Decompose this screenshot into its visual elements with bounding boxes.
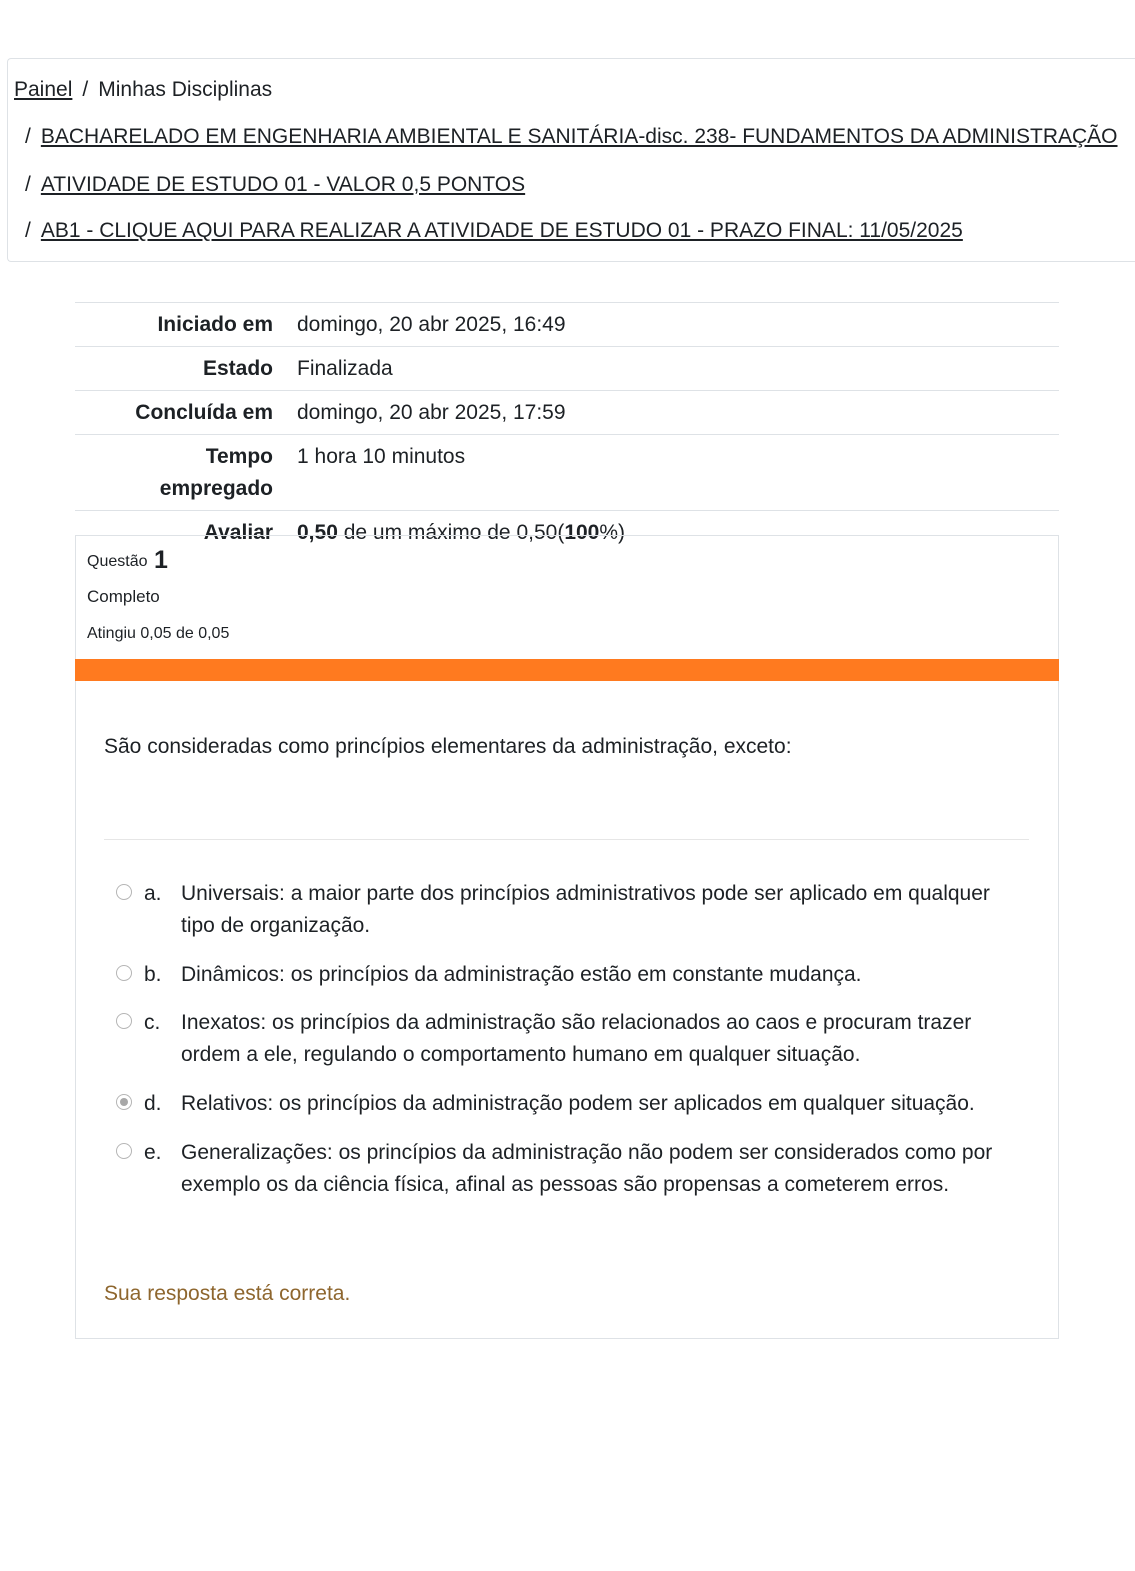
summary-label	[75, 435, 285, 511]
summary-value: 1 hora 10 minutos	[297, 445, 466, 468]
summary-row-started	[75, 303, 1059, 347]
radio-button-selected[interactable]	[116, 1094, 132, 1110]
answer-letter: d.	[144, 1092, 162, 1115]
breadcrumb-separator: /	[25, 219, 31, 242]
answer-option-e[interactable]	[114, 1137, 1014, 1218]
answer-text: Inexatos: os princípios da administração são relacionados ao caos e procuram trazer ordem a ele, regulando o comportamento humano em qualquer situação.	[181, 1011, 972, 1066]
answer-letter: e.	[144, 1141, 162, 1164]
question-text: São consideradas como princípios elementares da administração, exceto:	[104, 735, 792, 758]
radio-button[interactable]	[116, 1143, 132, 1159]
summary-row-state	[75, 347, 1059, 391]
question-header-bar	[75, 659, 1059, 681]
divider	[104, 839, 1029, 840]
radio-button[interactable]	[116, 1013, 132, 1029]
breadcrumb-link-painel[interactable]: Painel	[14, 78, 73, 101]
answer-text: Dinâmicos: os princípios da administração estão em constante mudança.	[181, 963, 862, 986]
summary-label: Iniciado em	[157, 313, 273, 336]
breadcrumb-separator: /	[82, 78, 89, 101]
answer-text: Generalizações: os princípios da administração não podem ser considerados como por exemplo os da ciência física, afinal as pessoas são propensas a cometerem erros.	[181, 1141, 993, 1196]
question-state: Completo	[87, 587, 160, 606]
answer-letter: b.	[144, 963, 162, 986]
breadcrumb-link-course[interactable]: BACHARELADO EM ENGENHARIA AMBIENTAL E SANITÁRIA-disc. 238- FUNDAMENTOS DA ADMINISTRAÇÃO	[40, 125, 1118, 148]
summary-label: Concluída em	[135, 401, 273, 424]
breadcrumb-separator: /	[25, 173, 31, 196]
radio-button[interactable]	[116, 965, 132, 981]
answer-text: Universais: a maior parte dos princípios administrativos pode ser aplicado em qualquer tipo de organização.	[181, 882, 990, 937]
feedback-text: Sua resposta está correta.	[104, 1282, 351, 1305]
question-number-value: 1	[153, 546, 168, 574]
summary-label: Avaliar	[203, 521, 273, 544]
answer-option-b[interactable]	[114, 959, 1014, 1007]
grade-score: 0,50	[297, 521, 338, 544]
breadcrumb-link-activity[interactable]: AB1 - CLIQUE AQUI PARA REALIZAR A ATIVIDADE DE ESTUDO 01 - PRAZO FINAL: 11/05/2025	[40, 219, 963, 242]
attempt-summary-table	[75, 302, 1059, 554]
answer-option-d[interactable]	[114, 1088, 1014, 1137]
summary-label: Estado	[202, 357, 273, 380]
breadcrumb-minhas-disciplinas: Minhas Disciplinas	[98, 78, 273, 101]
breadcrumb-separator: /	[25, 125, 31, 148]
grade-text: de um máximo de 0,50(	[337, 521, 565, 544]
summary-label-part: empregado	[159, 477, 273, 500]
breadcrumb-line-2	[25, 124, 1118, 150]
summary-value: domingo, 20 abr 2025, 17:59	[297, 401, 566, 424]
breadcrumb-line-1	[14, 77, 272, 103]
summary-value: domingo, 20 abr 2025, 16:49	[297, 313, 566, 336]
summary-value: Finalizada	[297, 357, 393, 380]
grade-text-end: %)	[599, 521, 626, 544]
breadcrumb	[7, 58, 1135, 262]
answer-letter: c.	[144, 1011, 161, 1034]
summary-row-completed	[75, 391, 1059, 435]
question-label: Questão	[87, 553, 148, 570]
summary-label-part: Tempo	[205, 445, 273, 468]
breadcrumb-link-section[interactable]: ATIVIDADE DE ESTUDO 01 - VALOR 0,5 PONTOS	[40, 173, 526, 196]
answer-text: Relativos: os princípios da administração podem ser aplicados em qualquer situação.	[181, 1092, 975, 1115]
breadcrumb-line-3	[25, 172, 525, 198]
answer-letter: a.	[144, 882, 162, 905]
answer-list	[114, 878, 1014, 1218]
answer-option-a[interactable]	[114, 878, 1014, 959]
grade-percent: 100	[564, 521, 600, 544]
breadcrumb-line-4	[25, 218, 963, 244]
radio-button[interactable]	[116, 884, 132, 900]
question-grade: Atingiu 0,05 de 0,05	[87, 625, 230, 642]
summary-row-time	[75, 435, 1059, 511]
answer-option-c[interactable]	[114, 1007, 1014, 1088]
question-card	[75, 535, 1059, 1339]
question-number	[87, 546, 168, 575]
